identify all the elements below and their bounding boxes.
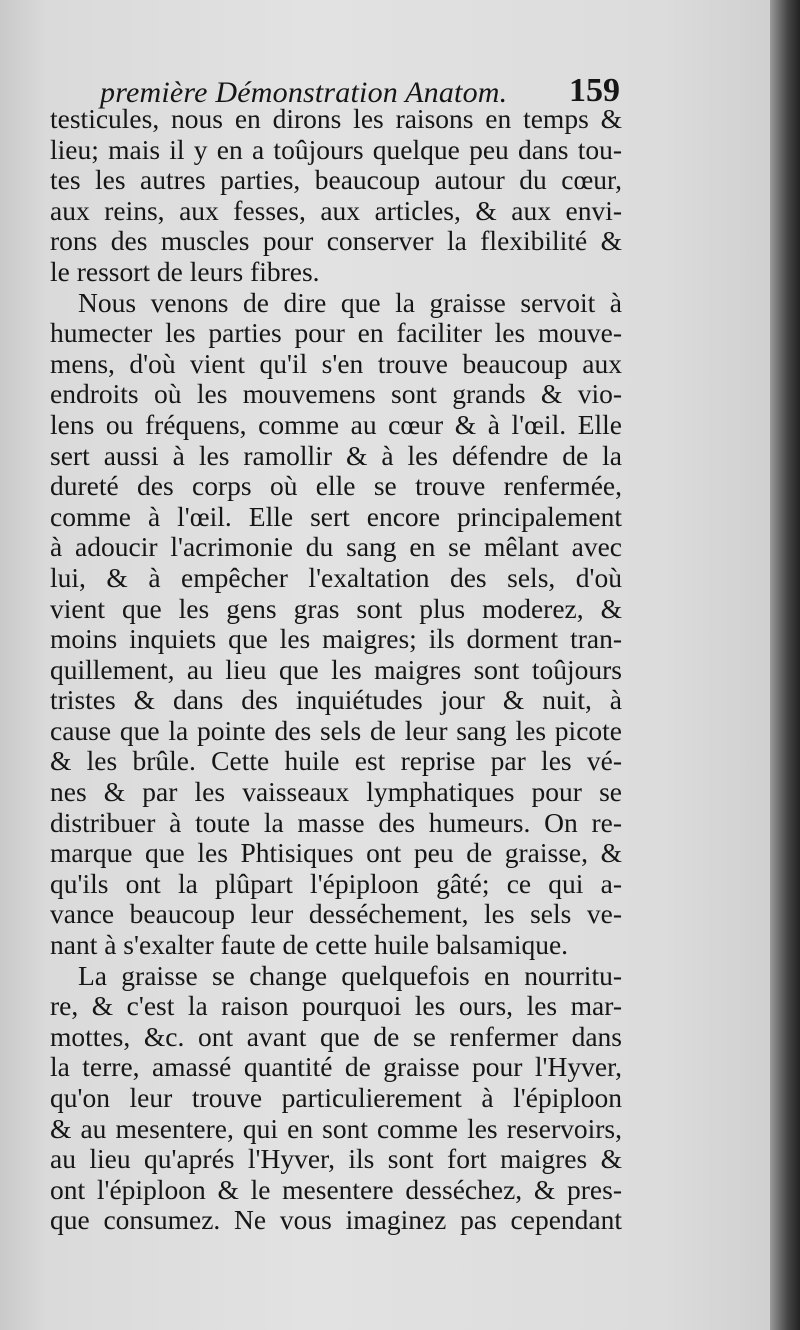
text-line: & au mesentere, qui en sont comme les reservoirs, [50,1112,622,1144]
text-line: humecter les parties pour en faciliter les mouve- [50,317,622,349]
body-text [50,104,622,1236]
text-line: quillement, au lieu que les maigres sont toûjours [50,653,622,685]
text-line: aux reins, aux fesses, aux articles, & aux envi- [50,194,622,226]
text-line: tristes & dans des inquiétudes jour & nuit, à [50,684,622,716]
text-line: comme à l'œil. Elle sert encore principalement [50,500,622,532]
text-line: vient que les gens gras sont plus moderez, & [50,592,622,624]
text-line: rons des muscles pour conserver la flexibilité & [50,225,622,257]
text-line: & les brûle. Cette huile est reprise par les vé- [50,745,622,777]
text-line: tes les autres parties, beaucoup autour du cœur, [50,164,622,196]
text-line: le ressort de leurs fibres. [50,255,320,287]
text-line: ont l'épiploon & le mesentere desséchez, & pres- [50,1173,622,1205]
text-line: mottes, &c. ont avant que de se renfermer dans [50,1020,622,1052]
text-line: nes & par les vaisseaux lymphatiques pour se [50,776,622,808]
text-line: lieu; mais il y en a toûjours quelque peu dans tou- [50,133,622,165]
text-line: mens, d'où vient qu'il s'en trouve beaucoup aux [50,347,622,379]
text-line: lens ou fréquens, comme au cœur & à l'œil. Elle [50,408,622,440]
text-line: La graisse se change quelquefois en nourritu- [78,959,622,991]
running-title: première Démonstration Anatom. [100,76,508,109]
text-line: qu'on leur trouve particulierement à l'épiploon [50,1082,622,1113]
text-line: que consumez. Ne vous imaginez pas cependant [50,1204,622,1236]
text-line: testicules, nous en dirons les raisons en temps & [50,103,622,134]
text-line: la terre, amassé quantité de graisse pour l'Hyver, [50,1051,622,1083]
text-line: nant à s'exalter faute de cette huile balsamique. [50,929,569,961]
text-line: vance beaucoup leur desséchement, les sels ve- [50,898,622,930]
text-line: Nous venons de dire que la graisse servoit à [78,286,622,318]
text-line: re, & c'est la raison pourquoi les ours, les mar- [50,990,622,1022]
text-line: cause que la pointe des sels de leur sang les picote [50,714,622,746]
text-line: marque que les Phtisiques ont peu de graisse, & [50,837,622,869]
text-line: dureté des corps où elle se trouve renfermée, [50,470,622,502]
text-line: au lieu qu'aprés l'Hyver, ils sont fort maigres & [50,1143,622,1175]
text-line: sert aussi à les ramollir & à les défendre de la [50,439,622,471]
text-line: moins inquiets que les maigres; ils dorment tran- [50,623,622,655]
text-line: qu'ils ont la plûpart l'épiploon gâté; ce qui a- [50,867,622,899]
page-number: 159 [569,72,620,109]
bleed-through-text [640,1030,778,1160]
text-line: à adoucir l'acrimonie du sang en se mêlant avec [50,531,622,563]
text-line: distribuer à toute la masse des humeurs. On re- [50,806,622,838]
page-edge-shadow [770,0,800,1330]
text-line: lui, & à empêcher l'exaltation des sels, d'où [50,561,622,593]
text-line: endroits où les mouvemens sont grands & vio- [50,378,622,410]
